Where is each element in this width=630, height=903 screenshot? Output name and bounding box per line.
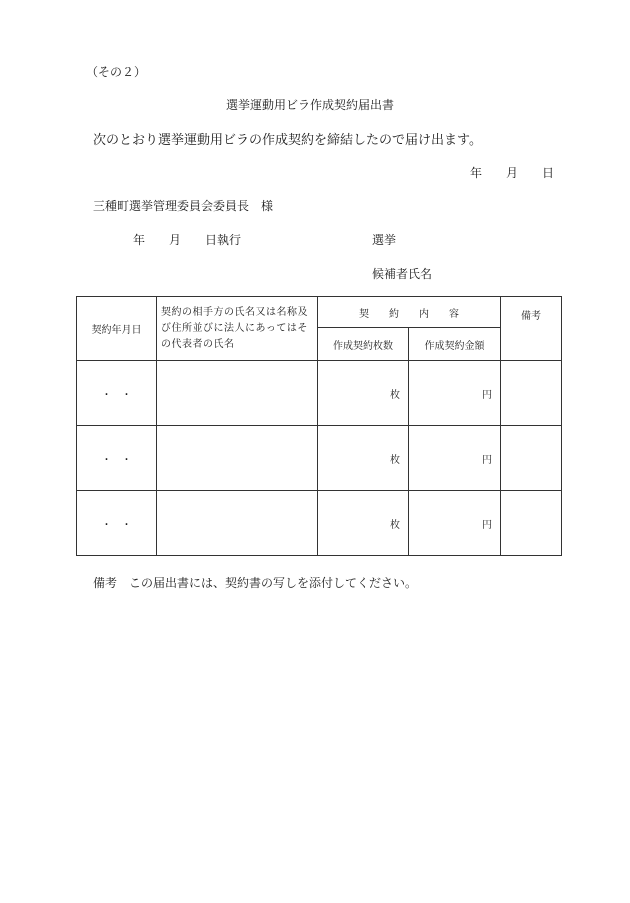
- row-amount: 円: [409, 426, 501, 491]
- row-remarks: [501, 491, 562, 556]
- election-label: 選挙: [372, 233, 397, 247]
- row-date: ・ ・: [77, 426, 157, 491]
- row-counterparty: [157, 426, 318, 491]
- remarks-note: 備考 この届出書には、契約書の写しを添付してください。: [93, 576, 418, 590]
- table-row: [77, 426, 562, 491]
- row-remarks: [501, 361, 562, 426]
- table-row: [77, 361, 562, 426]
- header-contract-content: 契 約 内 容: [318, 297, 501, 328]
- intro-text: 次のとおり選挙運動用ビラの作成契約を締結したので届け出ます。: [93, 133, 482, 148]
- addressee: 三種町選挙管理委員会委員長 様: [93, 199, 274, 213]
- header-counterparty: 契約の相手方の氏名又は名称及び住所並びに法人にあってはその代表者の氏名: [157, 297, 318, 361]
- row-remarks: [501, 426, 562, 491]
- row-date: ・ ・: [77, 361, 157, 426]
- row-quantity: 枚: [318, 426, 409, 491]
- table-row: [77, 491, 562, 556]
- candidate-name-label: 候補者氏名: [372, 267, 433, 281]
- row-date: ・ ・: [77, 491, 157, 556]
- election-date: 年 月 日執行: [133, 233, 242, 247]
- row-counterparty: [157, 491, 318, 556]
- submission-date: 年 月 日: [470, 166, 555, 180]
- row-quantity: 枚: [318, 361, 409, 426]
- row-amount: 円: [409, 361, 501, 426]
- header-amount: 作成契約金額: [409, 328, 501, 361]
- document-title: 選挙運動用ビラ作成契約届出書: [226, 98, 395, 112]
- header-quantity: 作成契約枚数: [318, 328, 409, 361]
- contract-table: [76, 296, 562, 556]
- row-amount: 円: [409, 491, 501, 556]
- row-counterparty: [157, 361, 318, 426]
- section-label: （その２）: [86, 65, 147, 79]
- header-remarks: 備考: [501, 297, 562, 361]
- header-contract-date: 契約年月日: [77, 297, 157, 361]
- row-quantity: 枚: [318, 491, 409, 556]
